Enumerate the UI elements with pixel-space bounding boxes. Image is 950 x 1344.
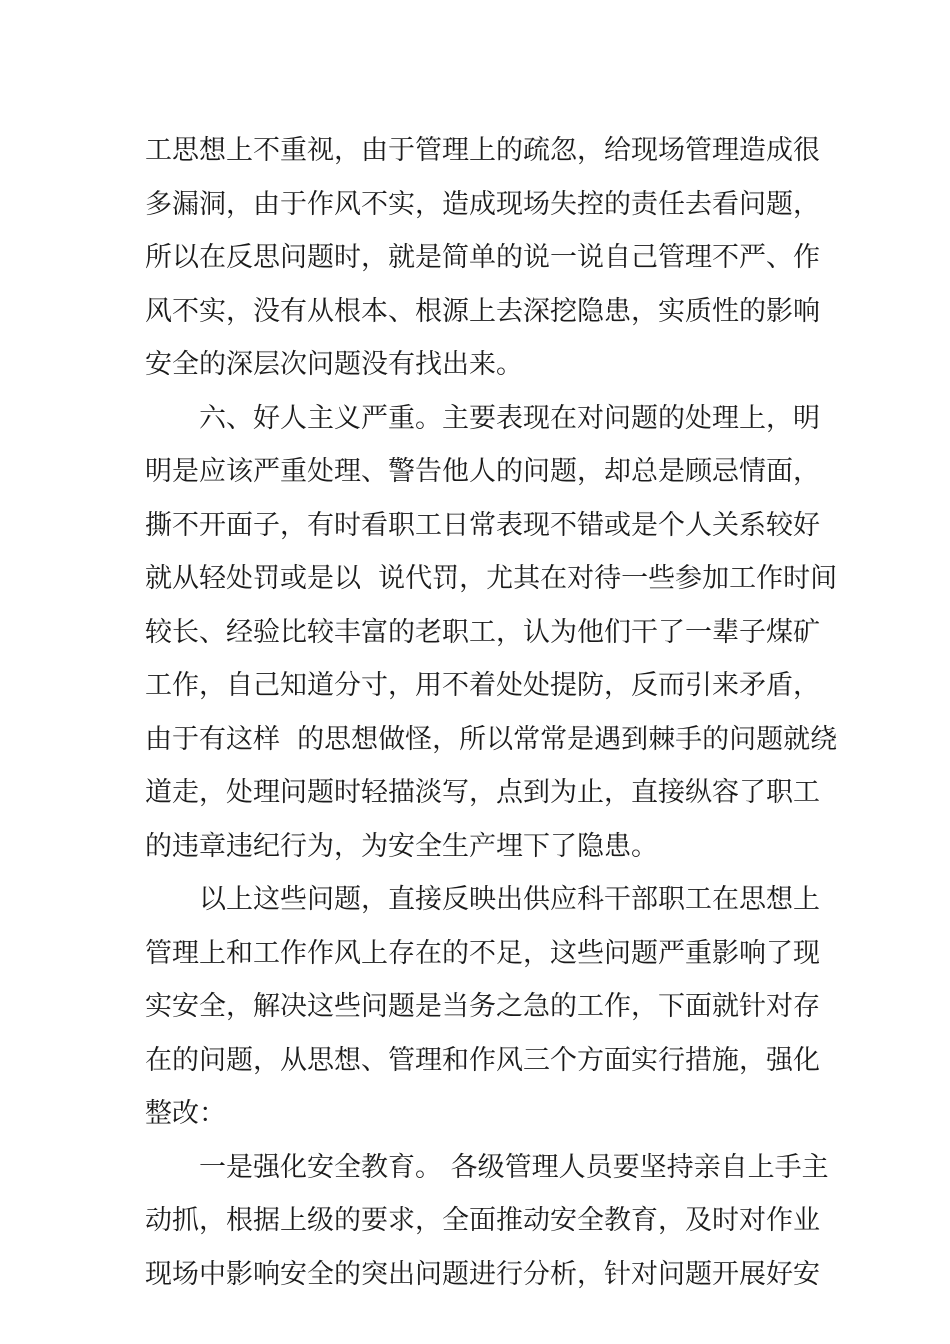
text-line: 风不实，没有从根本、根源上去深挖隐患，实质性的影响 [145, 295, 820, 327]
text-line: 管理上和工作作风上存在的不足，这些问题严重影响了现 [145, 937, 820, 969]
text-line: 明是应该严重处理、警告他人的问题，却总是顾忌情面， [145, 456, 820, 487]
text-line: 安全的深层次问题没有找出来。 [145, 349, 523, 380]
text-line: 的违章违纪行为，为安全生产埋下了隐患。 [145, 830, 658, 862]
text-line: 工思想上不重视，由于管理上的疏忽，给现场管理造成很 [145, 135, 820, 166]
text-line: 动抓，根据上级的要求，全面推动安全教育，及时对作业 [145, 1205, 820, 1236]
text-line: 撕不开面子，有时看职工日常表现不错或是个人关系较好 [145, 509, 820, 541]
text-line: 就从轻处罚或是以 说代罚，尤其在对待一些参加工作时间 [145, 563, 838, 594]
document-body [145, 124, 838, 1301]
text-line: 现场中影响安全的突出问题进行分析，针对问题开展好安 [145, 1258, 820, 1290]
text-line: 较长、经验比较丰富的老职工，认为他们干了一辈子煤矿 [145, 616, 820, 648]
text-line: 所以在反思问题时，就是简单的说一说自己管理不严、作 [145, 242, 820, 273]
paragraph-start-line: 六、好人主义严重。主要表现在对问题的处理上，明 [199, 402, 820, 434]
text-line: 道走，处理问题时轻描淡写，点到为止，直接纵容了职工 [145, 777, 820, 808]
paragraph-start-line: 以上这些问题，直接反映出供应科干部职工在思想上 [199, 884, 820, 915]
text-line: 由于有这样 的思想做怪，所以常常是遇到棘手的问题就绕 [145, 723, 838, 755]
text-line: 实安全，解决这些问题是当务之急的工作，下面就针对存 [145, 991, 820, 1022]
text-line: 工作，自己知道分寸，用不着处处提防，反而引来矛盾， [145, 670, 820, 701]
text-line: 在的问题，从思想、管理和作风三个方面实行措施，强化 [145, 1044, 820, 1076]
paragraph-start-line: 一是强化安全教育。 各级管理人员要坚持亲自上手主 [199, 1151, 829, 1183]
text-line: 整改： [145, 1098, 226, 1129]
text-line: 多漏洞，由于作风不实，造成现场失控的责任去看问题， [145, 188, 820, 220]
